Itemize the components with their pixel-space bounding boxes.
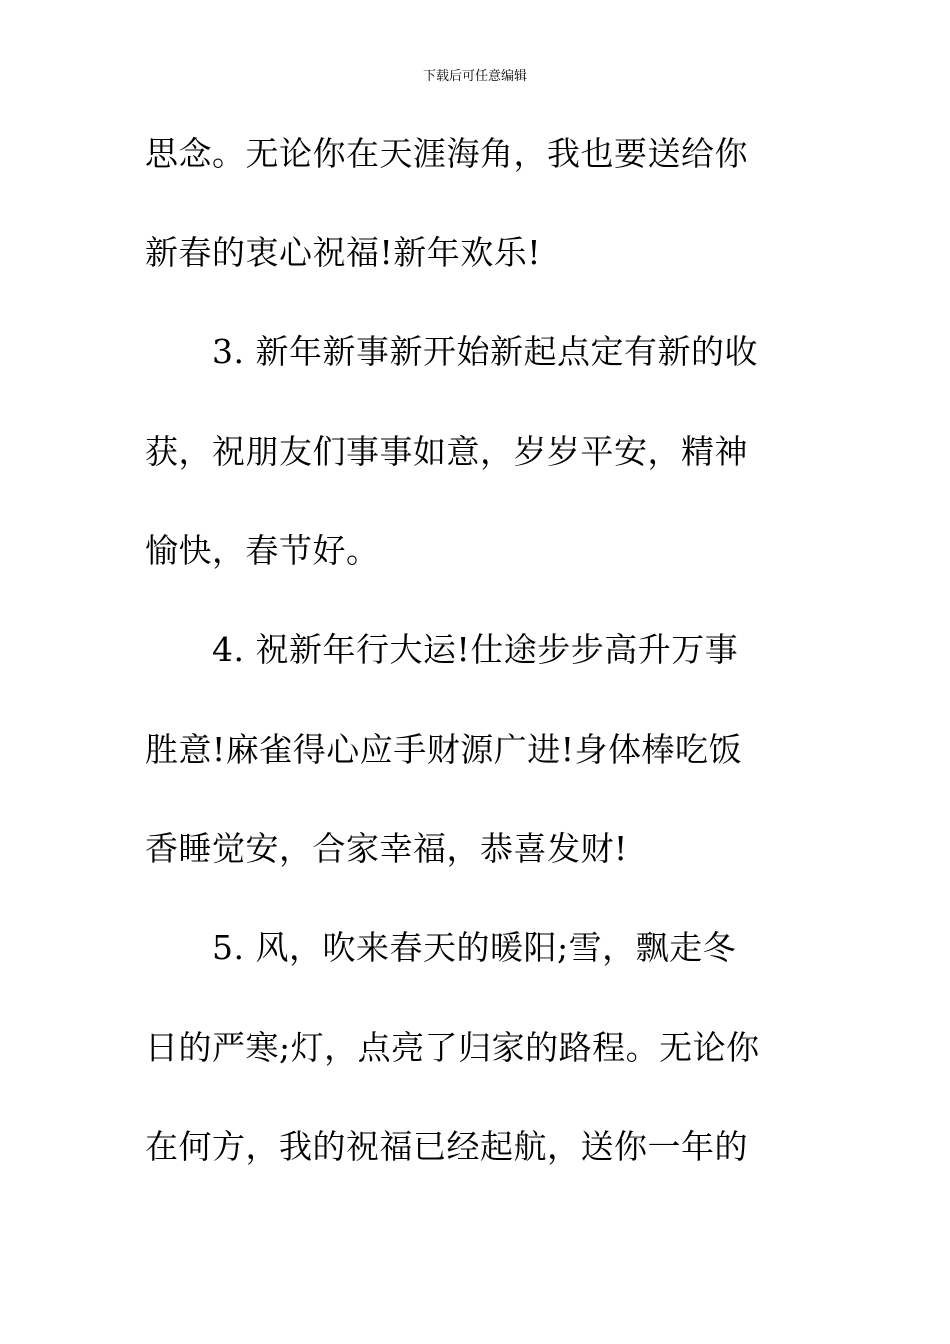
text-line: 思念。无论你在天涯海角，我也要送给你 bbox=[145, 134, 748, 173]
list-item-5-line: 5. 风，吹来春天的暖阳;雪，飘走冬 bbox=[212, 928, 737, 967]
text-line: 愉快，春节好。 bbox=[145, 531, 380, 570]
list-item-3-line: 3. 新年新事新开始新起点定有新的收 bbox=[212, 332, 758, 371]
text-line: 获，祝朋友们事事如意，岁岁平安，精神 bbox=[145, 432, 748, 471]
text-line: 香睡觉安，合家幸福，恭喜发财! bbox=[145, 829, 628, 868]
text-line: 胜意!麻雀得心应手财源广进!身体棒吃饭 bbox=[145, 730, 743, 769]
page-header: 下载后可任意编辑 bbox=[422, 69, 527, 84]
text-line: 日的严寒;灯，点亮了归家的路程。无论你 bbox=[145, 1028, 760, 1067]
text-line: 新春的衷心祝福!新年欢乐! bbox=[145, 233, 542, 272]
text-line: 在何方，我的祝福已经起航，送你一年的 bbox=[145, 1127, 748, 1166]
list-item-4-line: 4. 祝新年行大运!仕途步步高升万事 bbox=[212, 630, 739, 669]
